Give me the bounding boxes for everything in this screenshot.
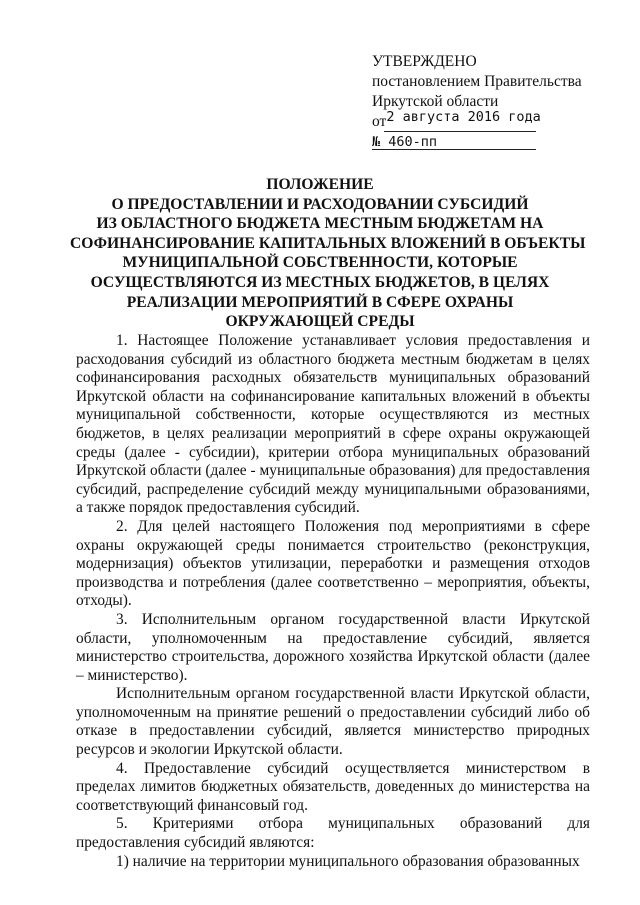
approval-number-row	[372, 132, 612, 150]
approval-heading: УТВЕРЖДЕНО	[372, 53, 477, 70]
document-title	[70, 175, 586, 332]
number-underline	[372, 149, 536, 150]
title-line: СОФИНАНСИРОВАНИЕ КАПИТАЛЬНЫХ ВЛОЖЕНИЙ В ОБЪЕКТЫ	[70, 234, 586, 252]
title-line: ОКРУЖАЮЩЕЙ СРЕДЫ	[225, 313, 415, 331]
paragraph-5: 5. Критериями отбора муниципальных образований для предоставления субсидий являются:	[76, 815, 590, 852]
approval-date-prefix: от	[372, 113, 387, 130]
title-line: ОСУЩЕСТВЛЯЮТСЯ ИЗ МЕСТНЫХ БЮДЖЕТОВ, В ЦЕЛЯХ	[90, 273, 550, 291]
approval-line-1: постановлением Правительства	[372, 73, 582, 90]
title-line: ПОЛОЖЕНИЕ	[266, 176, 374, 193]
approval-date-row	[372, 109, 612, 132]
title-line: РЕАЛИЗАЦИИ МЕРОПРИЯТИЙ В СФЕРЕ ОХРАНЫ	[126, 293, 514, 311]
paragraph-5-item-1: 1) наличие на территории муниципального образования образованных	[116, 852, 580, 870]
approval-number: № 460-пп	[372, 134, 438, 150]
title-line: ИЗ ОБЛАСТНОГО БЮДЖЕТА МЕСТНЫМ БЮДЖЕТАМ НА	[96, 215, 544, 233]
title-line: МУНИЦИПАЛЬНОЙ СОБСТВЕННОСТИ, КОТОРЫЕ	[122, 254, 518, 272]
approval-date-value: 2 августа 2016 года	[386, 109, 541, 125]
title-line: О ПРЕДОСТАВЛЕНИИ И РАСХОДОВАНИИ СУБСИДИЙ	[111, 195, 529, 213]
paragraph-3: 3. Исполнительным органом государственной власти Иркутской области, уполномоченным на предоставление субсидий, является министерство строительства, дорожного хозяйства Иркутской области (далее – министерство).	[76, 610, 590, 684]
paragraph-3-continued: Исполнительным органом государственной власти Иркутской области, уполномоченным на принятие решений о предоставлении субсидий либо об отказе в предоставлении субсидий, является министерство природных ресурсов и экологии Иркутской области.	[76, 685, 590, 759]
paragraph-4: 4. Предоставление субсидий осуществляется министерством в пределах лимитов бюджетных обязательств, доведенных до министерства на соответствующий финансовый год.	[76, 759, 590, 814]
document-body	[76, 332, 590, 871]
paragraph-1: 1. Настоящее Положение устанавливает условия предоставления и расходования субсидий из областного бюджета местным бюджетам в целях софинансирования расходных обязательств муниципальных образований Иркутской области на софинансирование капитальных вложений в объекты муниципальной собственности, которые осуществляются из местных бюджетов, в целях реализации мероприятий в сфере охраны окружающей среды (далее - субсидии), критерии отбора муниципальных образований Иркутской области (далее - муниципальные образования) для предоставления субсидий, распределение субсидий между муниципальными образованиями, а также порядок предоставления субсидий.	[76, 332, 590, 517]
paragraph-2: 2. Для целей настоящего Положения под мероприятиями в сфере охраны окружающей среды понимается строительство (реконструкция, модернизация) объектов утилизации, переработки и размещения отходов производства и потребления (далее соответственно – мероприятия, объекты, отходы).	[76, 517, 590, 610]
approval-line-2: Иркутской области	[372, 93, 499, 110]
approval-stamp	[372, 52, 612, 150]
